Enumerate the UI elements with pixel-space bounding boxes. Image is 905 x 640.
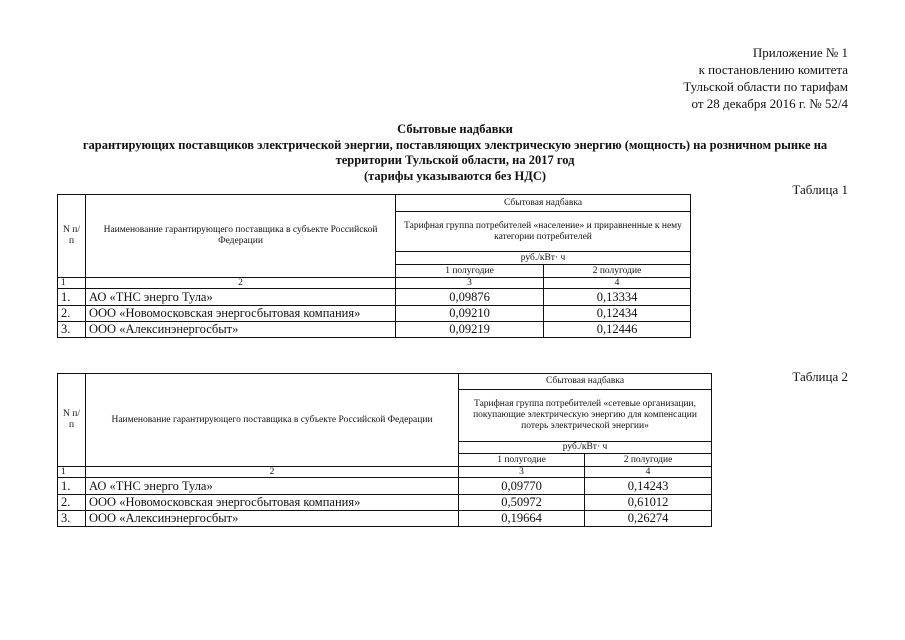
table2-header-name: Наименование гарантирующего поставщика в субъекте Российской Федерации	[86, 374, 459, 467]
title-line-1: Сбытовые надбавки	[397, 122, 513, 136]
table2-colno-4: 4	[585, 467, 712, 478]
appendix-line-1: Приложение № 1	[752, 45, 848, 60]
table1-header-name: Наименование гарантирующего поставщика в субъекте Российской Федерации	[86, 195, 396, 278]
table-row	[58, 478, 712, 495]
table1-header-markup: Сбытовая надбавка	[396, 195, 691, 212]
table1-colno-4: 4	[544, 278, 691, 289]
row-value-h1: 0,09770	[459, 478, 585, 495]
table1-header-unit: руб./кВт· ч	[396, 252, 691, 265]
table1-header-h2: 2 полугодие	[544, 265, 691, 278]
table1-header-num: N п/п	[58, 195, 86, 278]
row-value-h2: 0,61012	[585, 495, 712, 511]
table2-colno-2: 2	[86, 467, 459, 478]
table-row	[58, 289, 691, 306]
table1	[57, 194, 691, 338]
table1-header-group: Тарифная группа потребителей «население» и приравненные к нему категории потребителей	[396, 212, 691, 252]
row-value-h1: 0,09219	[396, 322, 544, 338]
row-supplier: ООО «Новомосковская энергосбытовая компания»	[86, 495, 459, 511]
table2-header-markup: Сбытовая надбавка	[459, 374, 712, 390]
table-row	[58, 495, 712, 511]
row-num: 3.	[58, 511, 86, 527]
row-value-h1: 0,50972	[459, 495, 585, 511]
row-supplier: ООО «Новомосковская энергосбытовая компания»	[86, 306, 396, 322]
row-value-h2: 0,12434	[544, 306, 691, 322]
table1-colno-2: 2	[86, 278, 396, 289]
appendix-line-2: к постановлению комитета	[698, 62, 848, 77]
row-supplier: ООО «Алексинэнергосбыт»	[86, 511, 459, 527]
title-line-3: территории Тульской области, на 2017 год	[335, 153, 575, 167]
appendix-line-3: Тульской области по тарифам	[683, 79, 848, 94]
table2-colno-1: 1	[58, 467, 86, 478]
row-value-h1: 0,09876	[396, 289, 544, 306]
row-supplier: АО «ТНС энерго Тула»	[86, 289, 396, 306]
row-value-h2: 0,13334	[544, 289, 691, 306]
table1-header-h1: 1 полугодие	[396, 265, 544, 278]
table2-header-h1: 1 полугодие	[459, 454, 585, 467]
row-value-h2: 0,26274	[585, 511, 712, 527]
row-num: 2.	[58, 306, 86, 322]
row-supplier: АО «ТНС энерго Тула»	[86, 478, 459, 495]
row-value-h2: 0,12446	[544, 322, 691, 338]
table2-colno-3: 3	[459, 467, 585, 478]
title-line-2: гарантирующих поставщиков электрической энергии, поставляющих электрическую энергию (мощность) на розничном рынке на	[82, 137, 828, 152]
table2-header-group: Тарифная группа потребителей «сетевые организации, покупающие электрическую энергию для компенсации потерь электрической энергии»	[459, 390, 712, 442]
row-value-h1: 0,09210	[396, 306, 544, 322]
row-value-h2: 0,14243	[585, 478, 712, 495]
table2-header-num: N п/п	[58, 374, 86, 467]
table2-header-unit: руб./кВт· ч	[459, 442, 712, 454]
document-title	[60, 122, 850, 184]
row-value-h1: 0,19664	[459, 511, 585, 527]
table1-caption: Таблица 1	[792, 182, 848, 197]
table2	[57, 373, 712, 527]
table2-caption: Таблица 2	[792, 369, 848, 384]
row-num: 2.	[58, 495, 86, 511]
row-num: 3.	[58, 322, 86, 338]
table-row	[58, 322, 691, 338]
appendix-line-4: от 28 декабря 2016 г. № 52/4	[691, 96, 848, 111]
table1-colno-1: 1	[58, 278, 86, 289]
table-row	[58, 306, 691, 322]
appendix-header	[588, 44, 848, 112]
row-supplier: ООО «Алексинэнергосбыт»	[86, 322, 396, 338]
table1-colno-3: 3	[396, 278, 544, 289]
table2-header-h2: 2 полугодие	[585, 454, 712, 467]
table-row	[58, 511, 712, 527]
row-num: 1.	[58, 478, 86, 495]
title-line-4: (тарифы указываются без НДС)	[363, 168, 547, 183]
row-num: 1.	[58, 289, 86, 306]
